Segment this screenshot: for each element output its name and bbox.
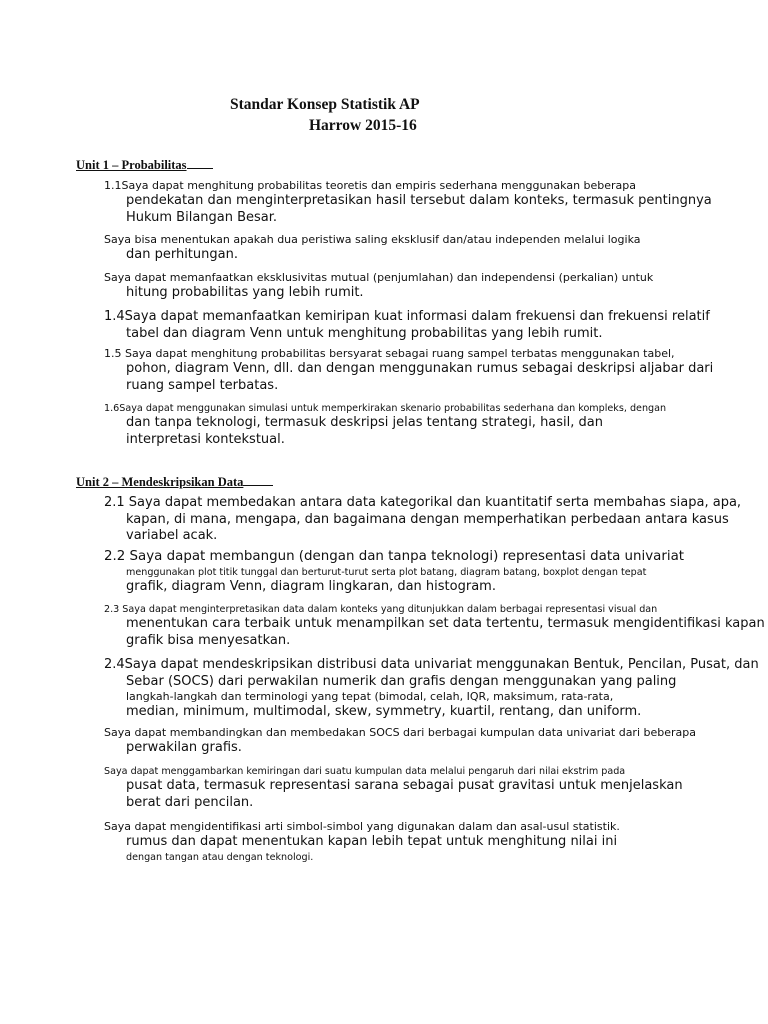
unit-1-item-5	[104, 347, 764, 394]
item-line: langkah-langkah dan terminologi yang tepat (bimodal, celah, IQR, maksimum, rata-rata,	[126, 690, 614, 703]
unit-2-item-5	[104, 726, 764, 757]
item-line: Sebar (SOCS) dari perwakilan numerik dan grafis dengan menggunakan yang paling	[126, 673, 677, 689]
unit-2-item-7	[104, 820, 764, 864]
item-line: grafik, diagram Venn, diagram lingkaran, dan histogram.	[126, 578, 496, 594]
item-line: berat dari pencilan.	[126, 794, 254, 810]
unit-1-heading	[76, 156, 213, 173]
unit-2-item-4	[104, 657, 764, 721]
unit-2-item-6	[104, 765, 764, 811]
item-line: 1.6Saya dapat menggunakan simulasi untuk memperkirakan skenario probabilitas sederhana dan kompleks, dengan	[104, 403, 667, 414]
item-line: 2.1 Saya dapat membedakan antara data kategorikal dan kuantitatif serta membahas siapa, apa,	[104, 495, 742, 510]
item-line: menggunakan plot titik tunggal dan berturut-turut serta plot batang, diagram batang, boxplot dengan tepat	[126, 566, 647, 578]
unit-1-item-4	[104, 309, 764, 342]
unit-2-item-2	[104, 549, 764, 595]
item-line: 1.4Saya dapat memanfaatkan kemiripan kuat informasi dalam frekuensi dan frekuensi relatif	[104, 309, 710, 324]
item-line: 1.5 Saya dapat menghitung probabilitas bersyarat sebagai ruang sampel terbatas menggunakan tabel,	[104, 347, 675, 360]
item-line: dan perhitungan.	[126, 247, 238, 262]
item-line: Saya dapat mengidentifikasi arti simbol-simbol yang digunakan dalam dan asal-usul statistik.	[104, 820, 620, 833]
unit-1-heading-text: Unit 1 – Probabilitas	[76, 158, 187, 172]
item-line: rumus dan dapat menentukan kapan lebih tepat untuk menghitung nilai ini	[126, 834, 618, 849]
unit-2-item-1	[104, 495, 764, 545]
unit-1-item-2	[104, 233, 764, 264]
item-line: pendekatan dan menginterpretasikan hasil tersebut dalam konteks, termasuk pentingnya	[126, 193, 712, 208]
item-line: ruang sampel terbatas.	[126, 377, 279, 393]
unit-1-item-3	[104, 271, 764, 302]
item-line: Saya bisa menentukan apakah dua peristiwa saling eksklusif dan/atau independen melalui logika	[104, 233, 641, 246]
item-line: pohon, diagram Venn, dll. dan dengan menggunakan rumus sebagai deskripsi aljabar dari	[126, 361, 714, 376]
document-title: Standar Konsep Statistik AP	[230, 96, 420, 113]
item-line: 2.4Saya dapat mendeskripsikan distribusi data univariat menggunakan Bentuk, Pencilan, Pusat, dan	[104, 657, 759, 672]
item-line: kapan, di mana, mengapa, dan bagaimana dengan memperhatikan perbedaan antara kasus	[126, 511, 729, 527]
unit-1-item-6	[104, 402, 764, 448]
item-line: pusat data, termasuk representasi sarana sebagai pusat gravitasi untuk menjelaskan	[126, 778, 683, 793]
unit-2-heading	[76, 473, 273, 490]
item-line: 1.1Saya dapat menghitung probabilitas teoretis dan empiris sederhana menggunakan beberapa	[104, 179, 637, 192]
item-line: 2.3 Saya dapat menginterpretasikan data dalam konteks yang ditunjukkan dalam berbagai representasi visual dan	[104, 604, 658, 615]
item-line: perwakilan grafis.	[126, 740, 242, 755]
item-line: Saya dapat memanfaatkan eksklusivitas mutual (penjumlahan) dan independensi (perkalian) untuk	[104, 271, 654, 284]
document-subtitle: Harrow 2015-16	[309, 117, 417, 134]
item-line: dan tanpa teknologi, termasuk deskripsi jelas tentang strategi, hasil, dan	[126, 415, 603, 430]
item-line: menentukan cara terbaik untuk menampilkan set data tertentu, termasuk mengidentifikasi kapan	[126, 616, 765, 631]
item-line: dengan tangan atau dengan teknologi.	[126, 851, 314, 863]
item-line: Saya dapat membandingkan dan membedakan SOCS dari berbagai kumpulan data univariat dari beberapa	[104, 726, 696, 739]
item-line: median, minimum, multimodal, skew, symmetry, kuartil, rentang, dan uniform.	[126, 704, 642, 719]
item-line: 2.2 Saya dapat membangun (dengan dan tanpa teknologi) representasi data univariat	[104, 549, 685, 564]
item-line: interpretasi kontekstual.	[126, 431, 285, 447]
item-line: Saya dapat menggambarkan kemiringan dari suatu kumpulan data melalui pengaruh dari nilai ekstrim pada	[104, 766, 626, 777]
item-line: grafik bisa menyesatkan.	[126, 632, 291, 648]
unit-1-item-1	[104, 179, 764, 226]
unit-2-heading-text: Unit 2 – Mendeskripsikan Data	[76, 475, 244, 489]
item-line: hitung probabilitas yang lebih rumit.	[126, 285, 364, 300]
item-line: Hukum Bilangan Besar.	[126, 209, 278, 225]
unit-2-item-3	[104, 603, 764, 649]
item-line: tabel dan diagram Venn untuk menghitung probabilitas yang lebih rumit.	[126, 325, 603, 341]
item-line: variabel acak.	[126, 528, 218, 543]
